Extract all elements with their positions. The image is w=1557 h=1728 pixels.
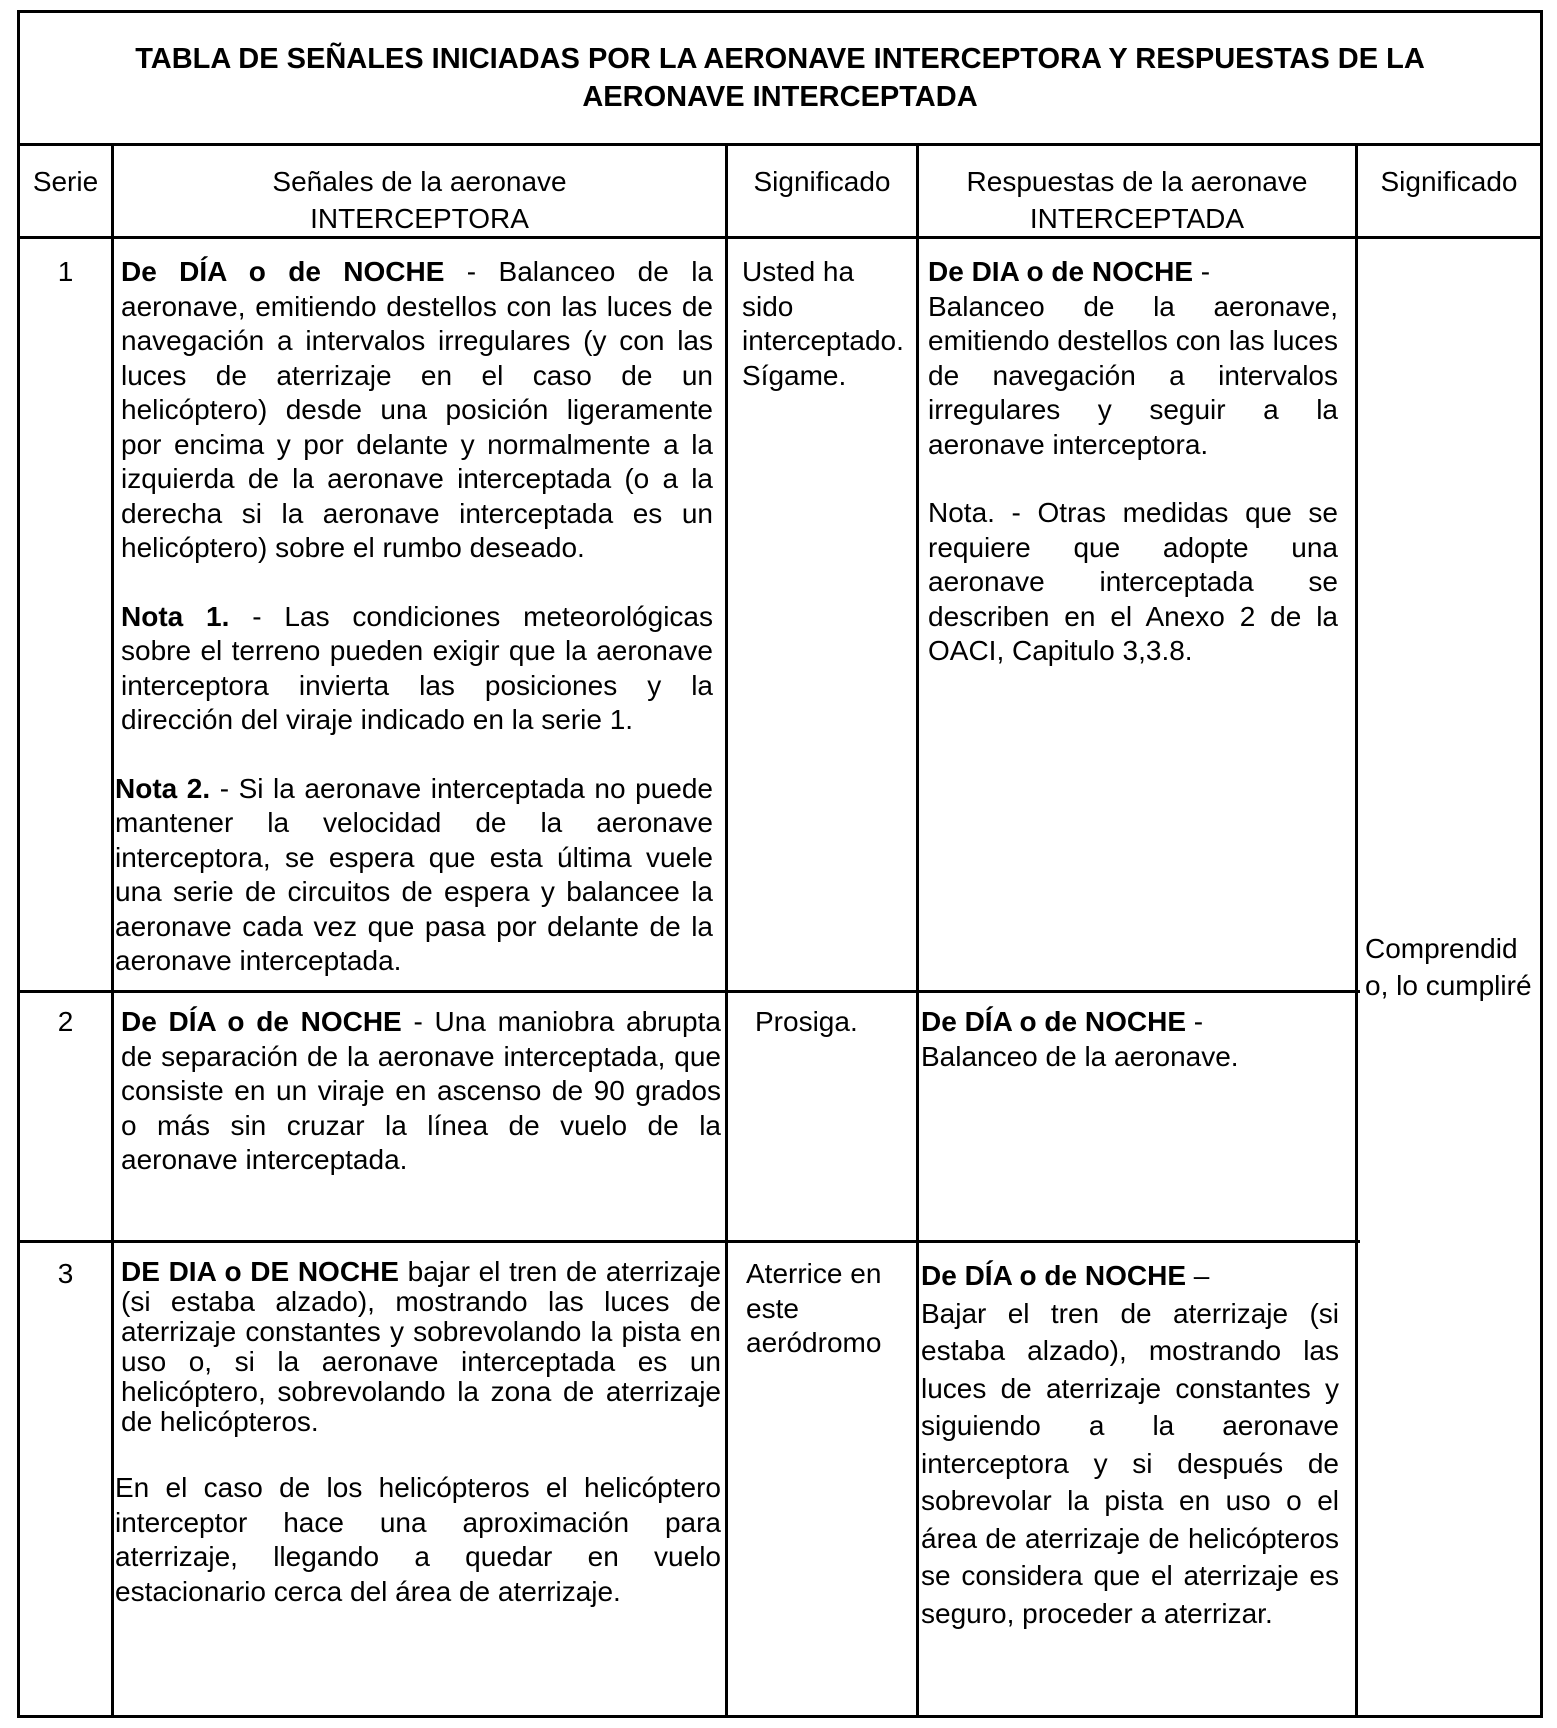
header-respuestas (919, 163, 1355, 237)
header-significado-2 (1358, 163, 1540, 200)
row3-senal-bold: DE DIA o DE NOCHE (121, 1256, 399, 1287)
row3-respuesta-heading (921, 1257, 1339, 1295)
row1-respuesta-bold: De DIA o de NOCHE (928, 256, 1193, 287)
col-divider-1 (111, 144, 114, 1718)
row1-nota2-text: - Si la aeronave interceptada no puede mantener la velocidad de la aeronave interceptora, se espera que esta última vuele una serie de circuitos de espera y balancee la aeronave cada vez que pasa por delante de la aeronave interceptada. (115, 772, 713, 976)
header-senales-line1: Señales de la aeronave (272, 166, 567, 197)
row2-significado (755, 1005, 905, 1040)
header-significado-2-label: Significado (1380, 166, 1518, 197)
header-significado-1 (728, 163, 916, 200)
row2-senal-text: - Una maniobra abrupta de separación de la aeronave interceptada, que consiste en un viraje en ascenso de 90 grados o más sin cruzar la línea de vuelo de la aeronave interceptada. (121, 1006, 721, 1175)
significado-comun (1365, 930, 1535, 1004)
row3-senal (115, 1256, 721, 1609)
header-senales-line2: INTERCEPTORA (310, 203, 529, 234)
header-senales (114, 163, 725, 237)
row3-senal-paragraph (121, 1257, 721, 1437)
table-title: TABLA DE SEÑALES INICIADAS POR LA AERONAVE INTERCEPTORA Y RESPUESTAS DE LA AERONAVE INTERCEPTADA (20, 13, 1540, 146)
signals-table (17, 10, 1543, 1718)
row2-serie-number: 2 (57, 1006, 74, 1037)
row3-serie (20, 1257, 111, 1292)
row2-respuesta (921, 1005, 1339, 1074)
row1-senal-paragraph (121, 255, 713, 566)
row3-respuesta (921, 1257, 1339, 1632)
row1-nota2 (115, 772, 713, 979)
row2-respuesta-heading (921, 1005, 1339, 1040)
row1-senal-text: - Balanceo de la aeronave, emitiendo destellos con las luces de navegación a intervalos irregulares (y con las luces de aterrizaje en el caso de un helicóptero) desde una posición ligeramente por encima y por delante y normalmente a la izquierda de la aeronave interceptada (o a la derecha si la aeronave interceptada es un helicóptero) sobre el rumbo deseado. (121, 256, 713, 563)
row2-senal-paragraph (121, 1005, 721, 1178)
row1-respuesta-dash: - (1193, 256, 1211, 287)
col-divider-2 (725, 144, 728, 1718)
header-serie (20, 163, 111, 200)
row1-senal-bold: De DÍA o de NOCHE (121, 256, 445, 287)
significado-comun-text: Comprendido, lo cumpliré (1365, 933, 1532, 1001)
row2-serie (20, 1005, 111, 1040)
row3-respuesta-text: Bajar el tren de aterrizaje (si estaba alzado), mostrando las luces de aterrizaje constantes y siguiendo a la aeronave interceptora y si después de sobrevolar la pista en uso o el área de aterrizaje de helicópteros se considera que el aterrizaje es seguro, proceder a aterrizar. (921, 1297, 1339, 1629)
row2-senal (121, 1005, 721, 1178)
col-divider-3 (916, 144, 919, 1718)
header-significado-1-label: Significado (753, 166, 891, 197)
row2-respuesta-bold: De DÍA o de NOCHE (921, 1006, 1186, 1037)
row2-divider (20, 1240, 1360, 1243)
row1-respuesta-heading (928, 255, 1338, 290)
row2-senal-bold: De DÍA o de NOCHE (121, 1006, 402, 1037)
row1-respuesta (928, 255, 1338, 669)
row1-nota1 (121, 600, 713, 738)
header-serie-label: Serie (32, 166, 99, 197)
row1-respuesta-nota: Nota. - Otras medidas que se requiere que adopte una aeronave interceptada se describen en el Anexo 2 de la OACI, Capitulo 3,3.8. (928, 497, 1338, 666)
header-respuestas-line2: INTERCEPTADA (1029, 203, 1245, 234)
row1-senal (115, 255, 713, 979)
row3-significado-text: Aterrice en este aeródromo (746, 1258, 882, 1358)
row3-significado (746, 1257, 906, 1361)
row1-significado (742, 255, 904, 393)
row2-respuesta-text: Balanceo de la aeronave. (921, 1040, 1239, 1072)
row1-serie-number: 1 (57, 256, 74, 287)
row3-respuesta-dash: – (1186, 1260, 1210, 1291)
row3-senal-paragraph-2: En el caso de los helicópteros el helicóptero interceptor hace una aproximación para aterrizaje, llegando a quedar en vuelo estacionario cerca del área de aterrizaje. (115, 1472, 721, 1607)
row1-nota2-bold: Nota 2. (115, 772, 211, 804)
row1-serie (20, 255, 111, 290)
row2-respuesta-dash: - (1186, 1006, 1204, 1037)
header-respuestas-line1: Respuestas de la aeronave (966, 166, 1308, 197)
row3-senal-text: bajar el tren de aterrizaje (si estaba alzado), mostrando las luces de aterrizaje constantes y sobrevolando la pista en uso o, si la aeronave interceptada es un helicóptero, sobrevolando la zona de aterrizaje de helicópteros. (121, 1256, 721, 1437)
row1-significado-text: Usted ha sido interceptado. Sígame. (742, 256, 904, 391)
row2-significado-text: Prosiga. (755, 1006, 858, 1037)
row1-nota1-text: - Las condiciones meteorológicas sobre el terreno pueden exigir que la aeronave interceptora invierta las posiciones y la dirección del viraje indicado en la serie 1. (121, 600, 713, 735)
row1-respuesta-text: Balanceo de la aeronave, emitiendo destellos con las luces de navegación a intervalos irregulares y seguir a la aeronave interceptora. (928, 290, 1338, 460)
row3-respuesta-bold: De DÍA o de NOCHE (921, 1260, 1186, 1291)
row3-serie-number: 3 (57, 1258, 74, 1289)
row1-divider (20, 990, 1360, 993)
row1-nota1-bold: Nota 1. (121, 600, 230, 632)
col-divider-4 (1355, 144, 1358, 1718)
